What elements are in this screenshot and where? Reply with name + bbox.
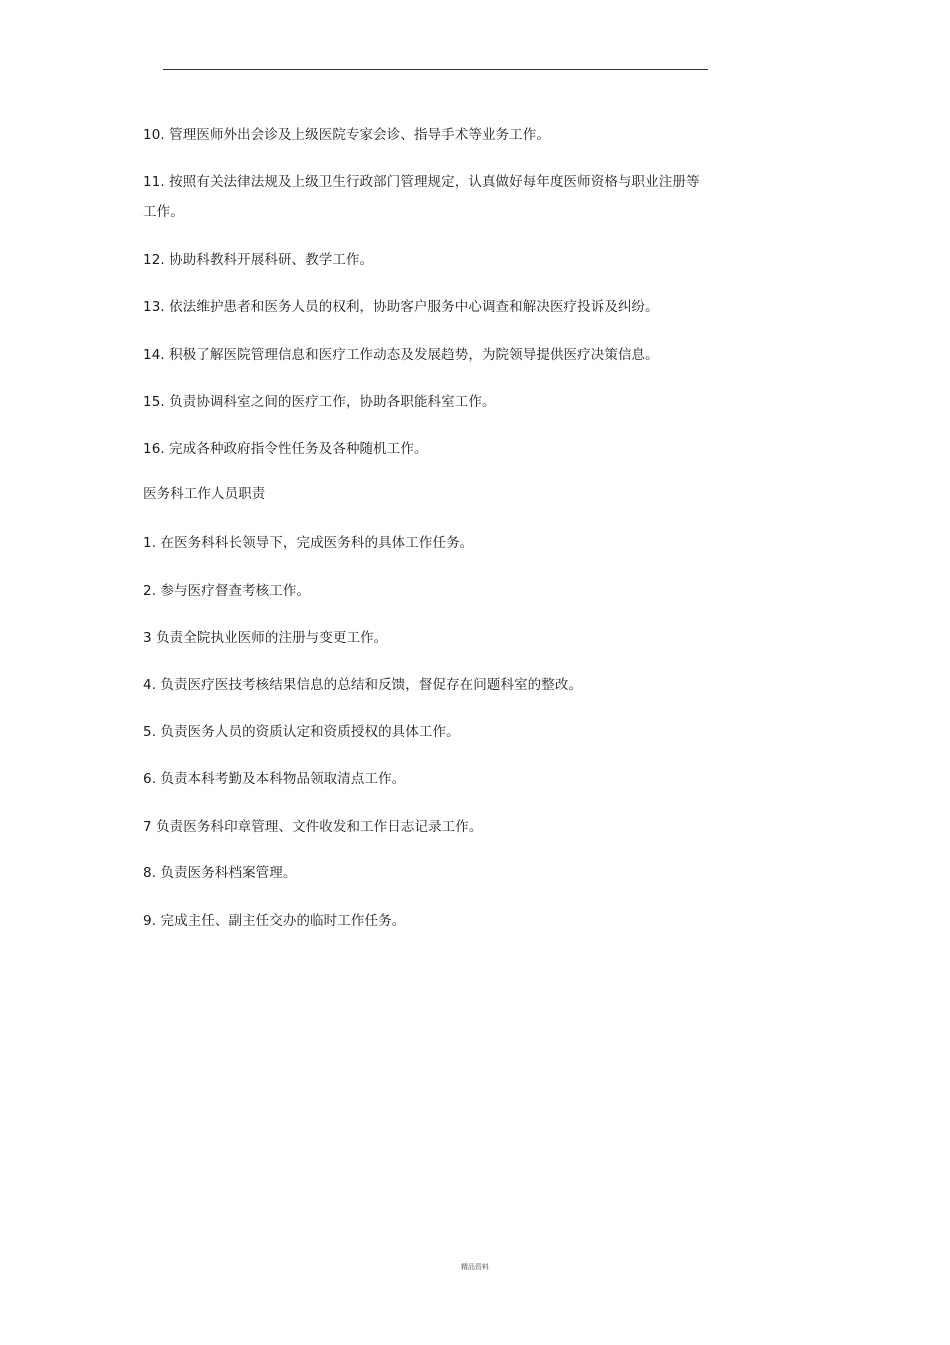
header-rule — [163, 69, 708, 70]
duty-item-14: 14. 积极了解医院管理信息和医疗工作动态及发展趋势，为院领导提供医疗决策信息。 — [143, 347, 659, 363]
duty-item-11: 11. 按照有关法律法规及上级卫生行政部门管理规定，认真做好每年度医师资格与职业注册等工作。 — [143, 174, 700, 220]
staff-duty-item-5: 5. 负责医务人员的资质认定和资质授权的具体工作。 — [143, 724, 460, 740]
footer-watermark: 精品资料 — [461, 1263, 489, 1271]
duty-item-13: 13. 依法维护患者和医务人员的权利，协助客户服务中心调查和解决医疗投诉及纠纷。 — [143, 299, 659, 315]
staff-duty-item-3: 3 负责全院执业医师的注册与变更工作。 — [143, 630, 388, 646]
staff-duty-item-7: 7 负责医务科印章管理、文件收发和工作日志记录工作。 — [143, 819, 483, 835]
section-title: 医务科工作人员职责 — [143, 486, 266, 502]
staff-duty-item-8: 8. 负责医务科档案管理。 — [143, 865, 297, 881]
staff-duty-item-4: 4. 负责医疗医技考核结果信息的总结和反馈，督促存在问题科室的整改。 — [143, 677, 583, 693]
staff-duty-item-6: 6. 负责本科考勤及本科物品领取清点工作。 — [143, 771, 406, 787]
duty-item-15: 15. 负责协调科室之间的医疗工作，协助各职能科室工作。 — [143, 394, 496, 410]
duty-item-10: 10. 管理医师外出会诊及上级医院专家会诊、指导手术等业务工作。 — [143, 127, 550, 143]
staff-duty-item-1: 1. 在医务科科长领导下，完成医务科的具体工作任务。 — [143, 535, 474, 551]
staff-duty-item-2: 2. 参与医疗督查考核工作。 — [143, 583, 311, 599]
staff-duty-item-9: 9. 完成主任、副主任交办的临时工作任务。 — [143, 913, 406, 929]
duty-item-12: 12. 协助科教科开展科研、教学工作。 — [143, 252, 374, 268]
duty-item-16: 16. 完成各种政府指令性任务及各种随机工作。 — [143, 441, 428, 457]
